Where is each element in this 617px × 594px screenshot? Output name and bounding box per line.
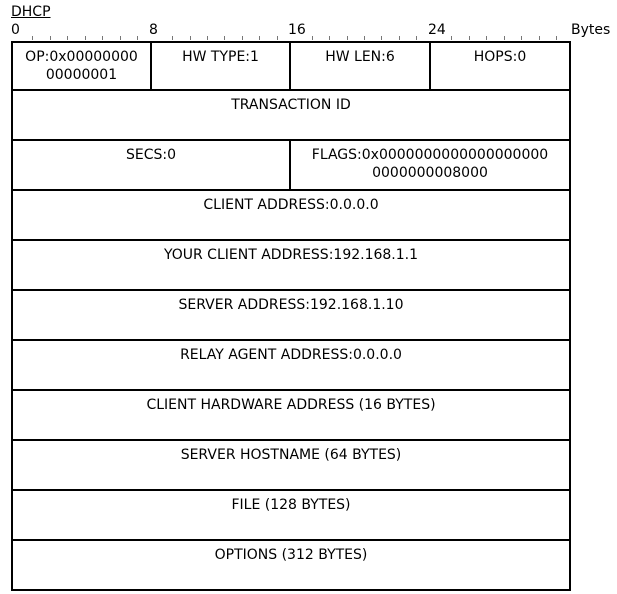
ruler-tick (399, 36, 400, 40)
flags-field: FLAGS:0x0000000000000000000 0000000008000 (289, 139, 571, 191)
ruler-tick (347, 36, 348, 40)
ruler-unit-label: Bytes (571, 22, 611, 38)
ruler-tick (190, 36, 191, 40)
ruler-label-0: 0 (11, 22, 20, 38)
hw-type-field: HW TYPE:1 (150, 41, 291, 91)
bit-ruler (0, 0, 617, 44)
ruler-tick (504, 36, 505, 40)
ruler-tick (469, 36, 470, 40)
server-address-field: SERVER ADDRESS:192.168.1.10 (11, 289, 571, 341)
your-client-address-field: YOUR CLIENT ADDRESS:192.168.1.1 (11, 239, 571, 291)
file-field: FILE (128 BYTES) (11, 489, 571, 541)
op-field: OP:0x00000000 00000001 (11, 41, 152, 91)
ruler-tick (120, 36, 121, 40)
ruler-tick (137, 36, 138, 40)
ruler-label-8: 8 (149, 22, 158, 38)
ruler-tick (102, 36, 103, 40)
ruler-tick (556, 36, 557, 40)
ruler-tick (451, 36, 452, 40)
ruler-tick (277, 36, 278, 40)
ruler-tick (172, 36, 173, 40)
server-hostname-field: SERVER HOSTNAME (64 BYTES) (11, 439, 571, 491)
options-field: OPTIONS (312 BYTES) (11, 539, 571, 591)
client-hardware-address-field: CLIENT HARDWARE ADDRESS (16 BYTES) (11, 389, 571, 441)
ruler-tick (364, 36, 365, 40)
ruler-tick (85, 36, 86, 40)
ruler-tick (521, 36, 522, 40)
ruler-tick (207, 36, 208, 40)
ruler-tick (486, 36, 487, 40)
secs-field: SECS:0 (11, 139, 291, 191)
diagram-title: DHCP (11, 4, 51, 20)
ruler-tick (416, 36, 417, 40)
hw-len-field: HW LEN:6 (289, 41, 431, 91)
ruler-tick (67, 36, 68, 40)
ruler-tick (329, 36, 330, 40)
ruler-tick (312, 36, 313, 40)
ruler-label-24: 24 (428, 22, 446, 38)
relay-agent-address-field: RELAY AGENT ADDRESS:0.0.0.0 (11, 339, 571, 391)
transaction-id-field: TRANSACTION ID (11, 89, 571, 141)
ruler-tick (539, 36, 540, 40)
ruler-tick (381, 36, 382, 40)
hops-field: HOPS:0 (429, 41, 571, 91)
ruler-tick (259, 36, 260, 40)
ruler-tick (50, 36, 51, 40)
client-address-field: CLIENT ADDRESS:0.0.0.0 (11, 189, 571, 241)
ruler-tick (242, 36, 243, 40)
ruler-label-16: 16 (288, 22, 306, 38)
ruler-tick (224, 36, 225, 40)
ruler-tick (32, 36, 33, 40)
